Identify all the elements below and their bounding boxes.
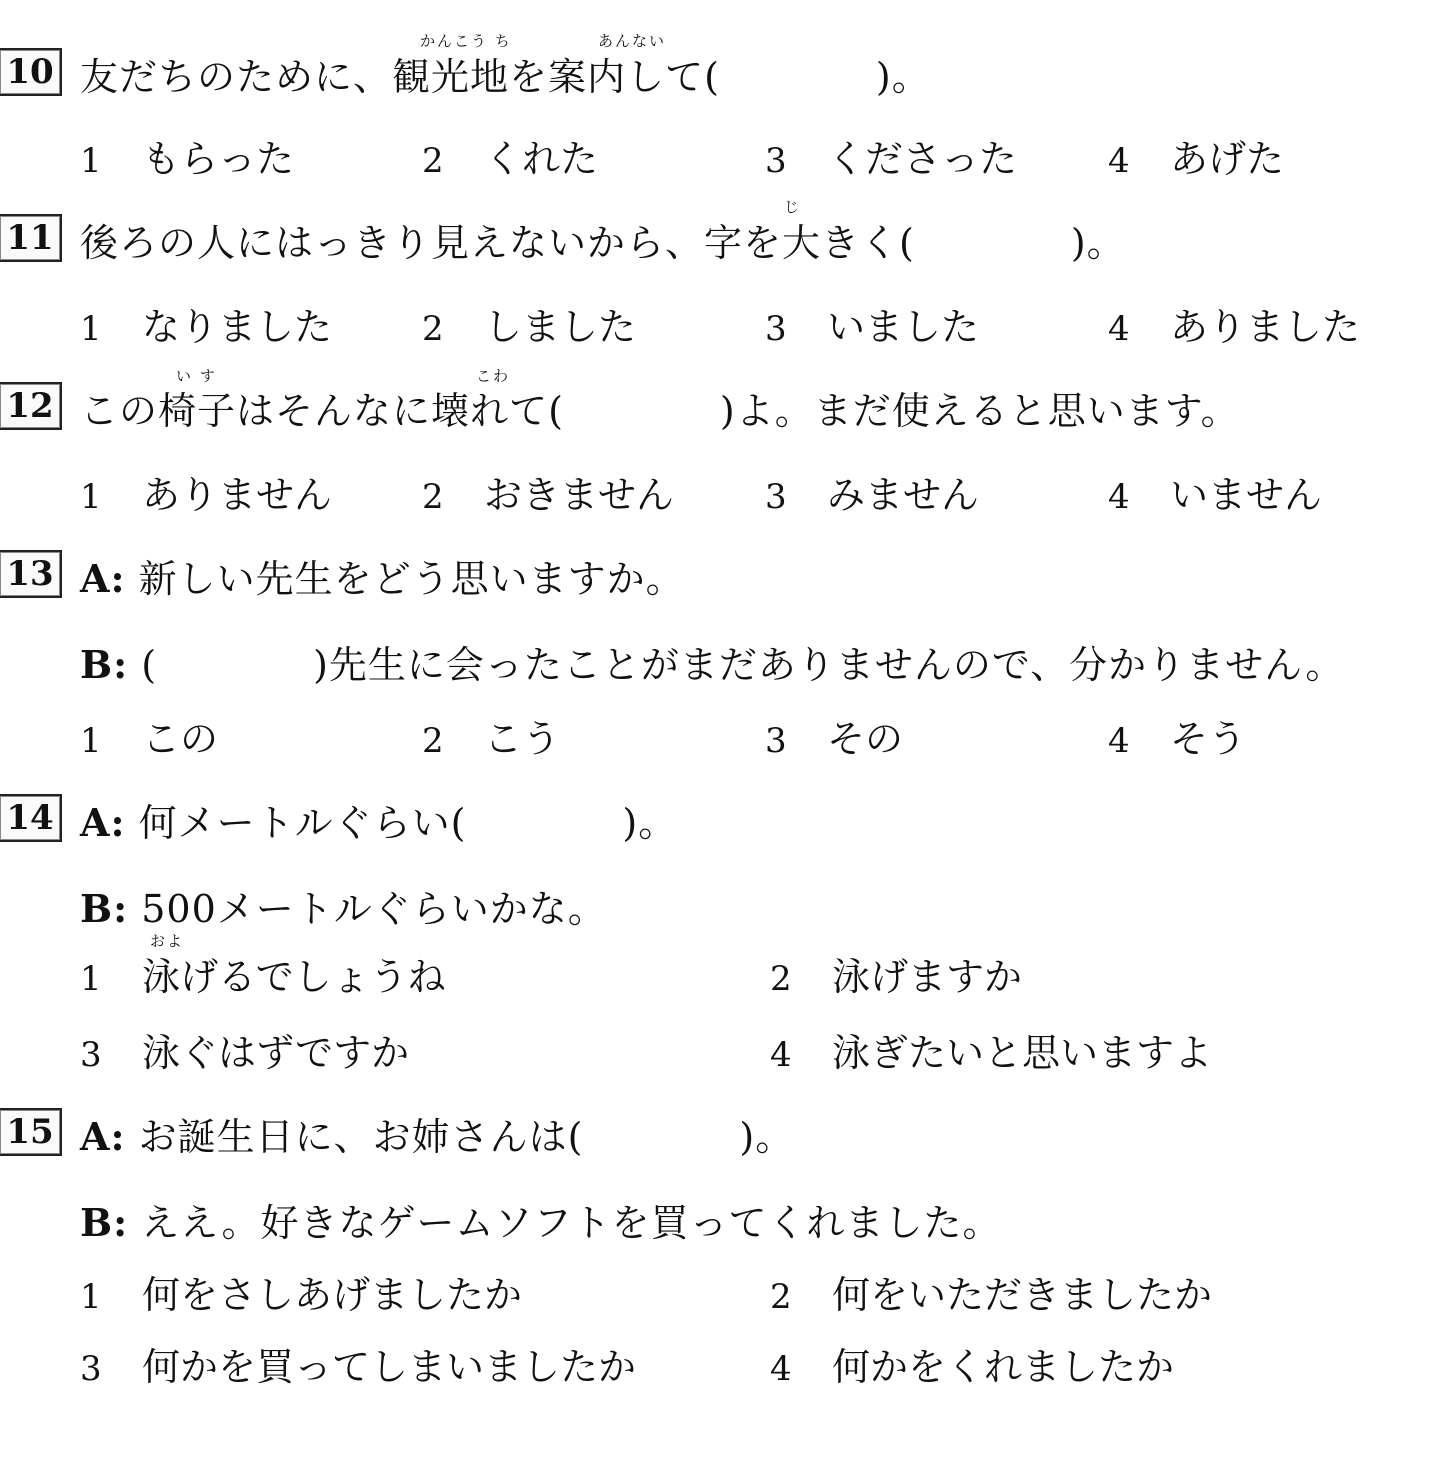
- option-3[interactable]: 3 何かを買ってしまいましたか: [80, 1345, 637, 1389]
- option-2[interactable]: 2 しました: [422, 305, 637, 349]
- speaker-a-line: A: 新しい先生をどう思いますか。: [80, 556, 685, 601]
- option-2[interactable]: 2 泳げますか: [770, 955, 1023, 999]
- option-1[interactable]: 1 この: [80, 717, 219, 761]
- option-1[interactable]: 1 泳げるでしょうね: [80, 955, 446, 999]
- furigana: じ: [784, 198, 802, 216]
- option-2[interactable]: 2 おきません: [422, 473, 675, 517]
- option-3[interactable]: 3 泳ぐはずですか: [80, 1031, 410, 1075]
- furigana: かんこう ち: [420, 32, 512, 50]
- question-number: 14: [0, 794, 62, 842]
- option-2[interactable]: 2 こう: [422, 717, 561, 761]
- option-1[interactable]: 1 なりました: [80, 305, 333, 349]
- furigana: い す: [176, 367, 217, 385]
- option-4[interactable]: 4 あげた: [1108, 137, 1285, 181]
- option-4[interactable]: 4 何かをくれましたか: [770, 1345, 1175, 1389]
- question-number: 12: [0, 382, 62, 430]
- speaker-b-line: B: 500メートルぐらいかな。: [80, 886, 607, 931]
- option-3[interactable]: 3 その: [765, 717, 904, 761]
- question-number: 15: [0, 1108, 62, 1156]
- option-4[interactable]: 4 いません: [1108, 473, 1323, 517]
- option-1[interactable]: 1 ありません: [80, 473, 333, 517]
- option-4[interactable]: 4 そう: [1108, 717, 1247, 761]
- option-3[interactable]: 3 いました: [765, 305, 980, 349]
- question-stem: 後ろの人にはっきり見えないから、字を大きく( )。: [80, 221, 1126, 265]
- option-1[interactable]: 1 もらった: [80, 137, 295, 181]
- question-stem: この椅子はそんなに壊れて( )よ。まだ使えると思います。: [80, 389, 1240, 433]
- speaker-a-line: A: 何メートルぐらい( )。: [80, 800, 678, 845]
- option-4[interactable]: 4 泳ぎたいと思いますよ: [770, 1031, 1213, 1075]
- furigana: こわ: [476, 367, 511, 385]
- speaker-b-line: B: ( )先生に会ったことがまだありませんので、分かりません。: [80, 642, 1345, 687]
- furigana: およ: [150, 932, 185, 950]
- option-3[interactable]: 3 みません: [765, 473, 980, 517]
- question-number: 13: [0, 550, 62, 598]
- furigana: あんない: [598, 32, 667, 50]
- question-stem: 友だちのために、観光地を案内して( )。: [80, 55, 931, 99]
- option-1[interactable]: 1 何をさしあげましたか: [80, 1273, 523, 1317]
- speaker-b-line: B: ええ。好きなゲームソフトを買ってくれました。: [80, 1200, 1002, 1245]
- option-4[interactable]: 4 ありました: [1108, 305, 1361, 349]
- question-number: 11: [0, 214, 62, 262]
- option-2[interactable]: 2 くれた: [422, 137, 599, 181]
- speaker-a-line: A: お誕生日に、お姉さんは( )。: [80, 1114, 795, 1159]
- option-3[interactable]: 3 くださった: [765, 137, 1018, 181]
- question-number: 10: [0, 48, 62, 96]
- option-2[interactable]: 2 何をいただきましたか: [770, 1273, 1213, 1317]
